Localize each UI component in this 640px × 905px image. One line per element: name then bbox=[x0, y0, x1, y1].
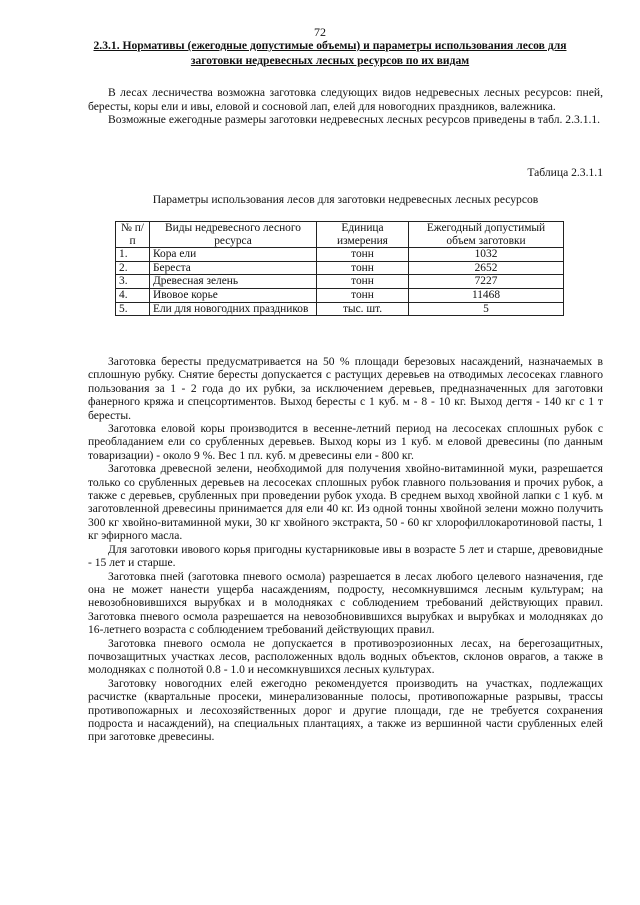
paragraph-wood-greenery: Заготовка древесной зелени, необходимой для получения хвойно-витаминной муки, разрешается только со срубленных деревьев на лесосеках сплошных рубок главного пользования и прочих рубок, а также с деревьев, срубленных при проведении рубок ухода. В среднем выход хвойной лапки с 1 куб. м заготовленной древесины принимается для ели 40 кг. Из одной тонны хвойной зелени можно получить 300 кг хвойно-витаминной муки, 30 кг хвойного экстракта, 50 - 60 кг хлорофиллокаротиновой пасты, 1 кг эфирного масла. bbox=[88, 462, 603, 543]
table-row bbox=[116, 261, 564, 275]
table-caption: Таблица 2.3.1.1 bbox=[527, 166, 603, 179]
cell-number: 3. bbox=[116, 275, 150, 289]
cell-number: 4. bbox=[116, 288, 150, 302]
cell-unit: тонн bbox=[317, 261, 409, 275]
header-resource-type: Виды недревесного лесного ресурса bbox=[150, 222, 317, 248]
intro-text bbox=[88, 86, 603, 127]
cell-value: 5 bbox=[409, 302, 564, 316]
cell-resource: Береста bbox=[150, 261, 317, 275]
paragraph-new-year-trees: Заготовку новогодних елей ежегодно рекомендуется производить на участках, подлежащих расчистке (квартальные просеки, минерализованные полосы, противопожарные разрывы, трассы противопожарных и лесохозяйственных дорог и другие площади, где не требуется сохранения подроста и насаждений), на специальных плантациях, а также из вершинной части срубленных елей при заготовке древесины. bbox=[88, 676, 603, 744]
intro-paragraph: Возможные ежегодные размеры заготовки недревесных лесных ресурсов приведены в табл. 2.3.1.1. bbox=[108, 113, 601, 127]
paragraph-spruce-bark: Заготовка еловой коры производится в весенне-летний период на лесосеках сплошных рубок с преобладанием ели со срубленных деревьев. Выход коры из 1 куб. м еловой древесины (по данным товаризации) - около 9 %. Вес 1 пл. куб. м древесины ели - 800 кг. bbox=[88, 422, 603, 462]
page-number: 72 bbox=[314, 25, 326, 39]
table-row bbox=[116, 302, 564, 316]
paragraph-birch-bark: Заготовка бересты предусматривается на 50 % площади березовых насаждений, назначаемых в сплошную рубку. Снятие бересты допускается с растущих деревьев на отводимых лесосеках главного пользования за 1 - 2 года до их рубки, за исключением деревьев, предназначенных для заготовки фанерного кряжа и спецсортиментов. Выход бересты с 1 куб. м - 8 - 10 кг. Выход дегтя - 140 кг с 1 т бересты. bbox=[88, 355, 603, 422]
parameters-table bbox=[115, 221, 564, 316]
intro-paragraph: В лесах лесничества возможна заготовка следующих видов недревесных лесных ресурсов: пней, бересты, коры ели и ивы, еловой и сосновой лап, елей для новогодних праздников, валежника. bbox=[88, 86, 603, 113]
cell-value: 7227 bbox=[409, 275, 564, 289]
paragraph-stump-restrictions: Заготовка пневого осмола не допускается в противоэрозионных лесах, на берегозащитных, почвозащитных участках лесов, расположенных вдоль водных объектов, склонов оврагов, а также в молодняках с полнотой 0.8 - 1.0 и несомкнувшихся лесных культурах. bbox=[88, 636, 603, 677]
cell-number: 2. bbox=[116, 261, 150, 275]
cell-resource: Ели для новогодних праздников bbox=[150, 302, 317, 316]
cell-resource: Древесная зелень bbox=[150, 275, 317, 289]
table-title: Параметры использования лесов для заготовки недревесных лесных ресурсов bbox=[152, 193, 539, 206]
header-unit: Единица измерения bbox=[317, 222, 409, 248]
cell-value: 2652 bbox=[409, 261, 564, 275]
paragraph-willow-bark: Для заготовки ивового корья пригодны кустарниковые ивы в возрасте 5 лет и старше, древовидные - 15 лет и старше. bbox=[88, 542, 603, 570]
cell-resource: Кора ели bbox=[150, 248, 317, 262]
cell-number: 1. bbox=[116, 248, 150, 262]
cell-resource: Ивовое корье bbox=[150, 288, 317, 302]
header-annual-volume: Ежегодный допустимый объем заготовки bbox=[409, 222, 564, 248]
table-row bbox=[116, 248, 564, 262]
paragraph-stumps: Заготовка пней (заготовка пневого осмола) разрешается в лесах любого целевого назначения, где она не может нанести ущерба насаждениям, подросту, несомкнувшимся лесным культурам; на невозобновившихся вырубках и в молодняках с соблюдением требований действующих правил. Заготовка пневого осмола разрешается на невозобновившихся вырубках и вырубках и молодняках до 16-летнего возраста с соблюдением требований действующих правил. bbox=[88, 569, 603, 637]
cell-unit: тонн bbox=[317, 248, 409, 262]
cell-unit: тыс. шт. bbox=[317, 302, 409, 316]
cell-value: 11468 bbox=[409, 288, 564, 302]
table-header-row bbox=[116, 222, 564, 248]
body-text bbox=[88, 355, 603, 744]
cell-number: 5. bbox=[116, 302, 150, 316]
cell-value: 1032 bbox=[409, 248, 564, 262]
header-number: № п/п bbox=[116, 222, 150, 248]
cell-unit: тонн bbox=[317, 288, 409, 302]
section-heading: 2.3.1. Нормативы (ежегодные допустимые объемы) и параметры использования лесов для заготовки недревесных лесных ресурсов по их видам bbox=[93, 39, 567, 67]
table-row bbox=[116, 288, 564, 302]
table-row bbox=[116, 275, 564, 289]
cell-unit: тонн bbox=[317, 275, 409, 289]
